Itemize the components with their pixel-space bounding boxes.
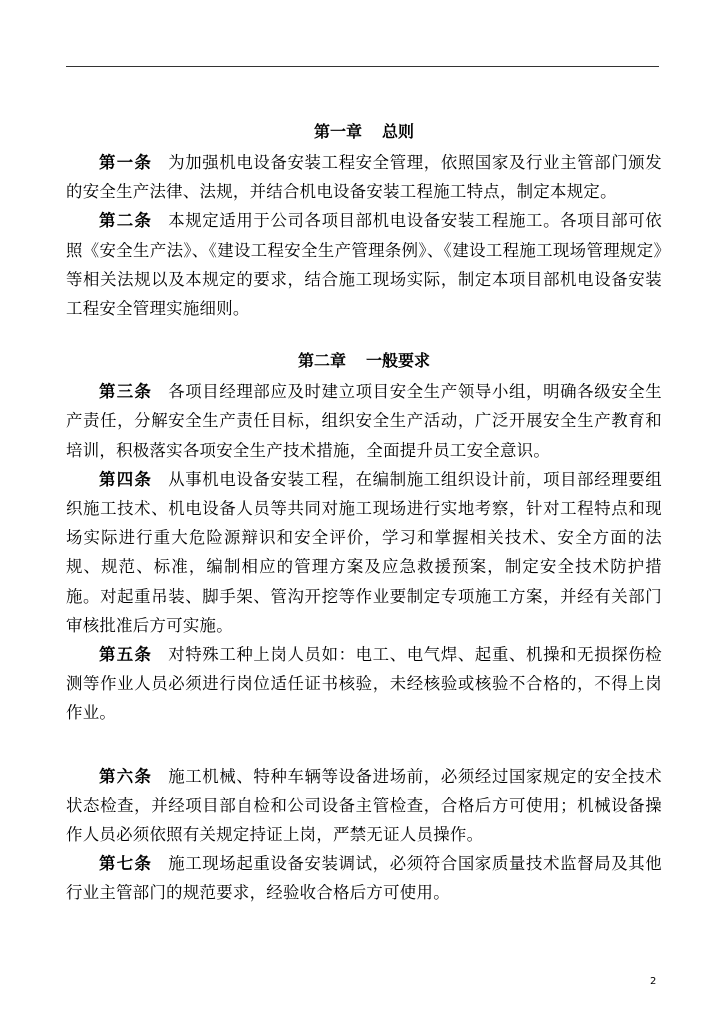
- document-body: [66, 116, 662, 908]
- article-6-text: 施工机械、特种车辆等设备进场前，必须经过国家规定的安全技术状态检查，并经项目部自检和公司设备主管检查，合格后方可使用；机械设备操作人员必须依照有关规定持证上岗，严禁无证人员操作。: [66, 766, 662, 845]
- chapter-1-title: [66, 116, 662, 148]
- article-2-text: 本规定适用于公司各项目部机电设备安装工程施工。各项目部可依照《安全生产法》、《建设工程安全生产管理条例》、《建设工程施工现场管理规定》等相关法规以及本规定的要求，结合施工现场实际，制定本项目部机电设备安装工程安全管理实施细则。: [66, 211, 662, 319]
- chapter-2-number: 第二章: [297, 351, 346, 371]
- article-5: [66, 640, 662, 728]
- article-7-label: 第七条: [99, 854, 153, 874]
- article-6-label: 第六条: [99, 766, 153, 786]
- chapter-2-name: 一般要求: [366, 351, 431, 371]
- article-6: [66, 762, 662, 850]
- chapter-1-name: 总则: [382, 122, 415, 141]
- header-rule: [66, 66, 659, 67]
- article-3: [66, 377, 662, 465]
- chapter-1-number: 第一章: [313, 122, 362, 141]
- chapter-2-title: [66, 345, 662, 377]
- article-2: [66, 206, 662, 323]
- article-1-label: 第一条: [99, 153, 153, 172]
- article-1-text: 为加强机电设备安装工程安全管理，依照国家及行业主管部门颁发的安全生产法律、法规，并结合机电设备安装工程施工特点，制定本规定。: [66, 153, 662, 202]
- page-number: 2: [650, 976, 657, 987]
- article-4: [66, 465, 662, 640]
- article-4-text: 从事机电设备安装工程，在编制施工组织设计前，项目部经理要组织施工技术、机电设备人员等共同对施工现场进行实地考察，针对工程特点和现场实际进行重大危险源辩识和安全评价，学习和掌握相关技术、安全方面的法规、规范、标准，编制相应的管理方案及应急救援预案，制定安全技术防护措施。对起重吊装、脚手架、管沟开挖等作业要制定专项施工方案，并经有关部门审核批准后方可实施。: [66, 469, 662, 635]
- article-7: [66, 849, 662, 907]
- article-5-label: 第五条: [99, 645, 153, 665]
- article-3-text: 各项目经理部应及时建立项目安全生产领导小组，明确各级安全生产责任，分解安全生产责任目标，组织安全生产活动，广泛开展安全生产教育和培训，积极落实各项安全生产技术措施，全面提升员工安全意识。: [66, 382, 662, 460]
- article-7-text: 施工现场起重设备安装调试，必须符合国家质量技术监督局及其他行业主管部门的规范要求，经验收合格后方可使用。: [66, 854, 662, 903]
- article-5-text: 对特殊工种上岗人员如：电工、电气焊、起重、机操和无损探伤检测等作业人员必须进行岗位适任证书核验，未经核验或核验不合格的，不得上岗作业。: [66, 645, 662, 723]
- article-2-label: 第二条: [99, 211, 153, 231]
- article-4-label: 第四条: [99, 469, 153, 489]
- article-3-label: 第三条: [99, 382, 153, 402]
- article-1: [66, 148, 662, 206]
